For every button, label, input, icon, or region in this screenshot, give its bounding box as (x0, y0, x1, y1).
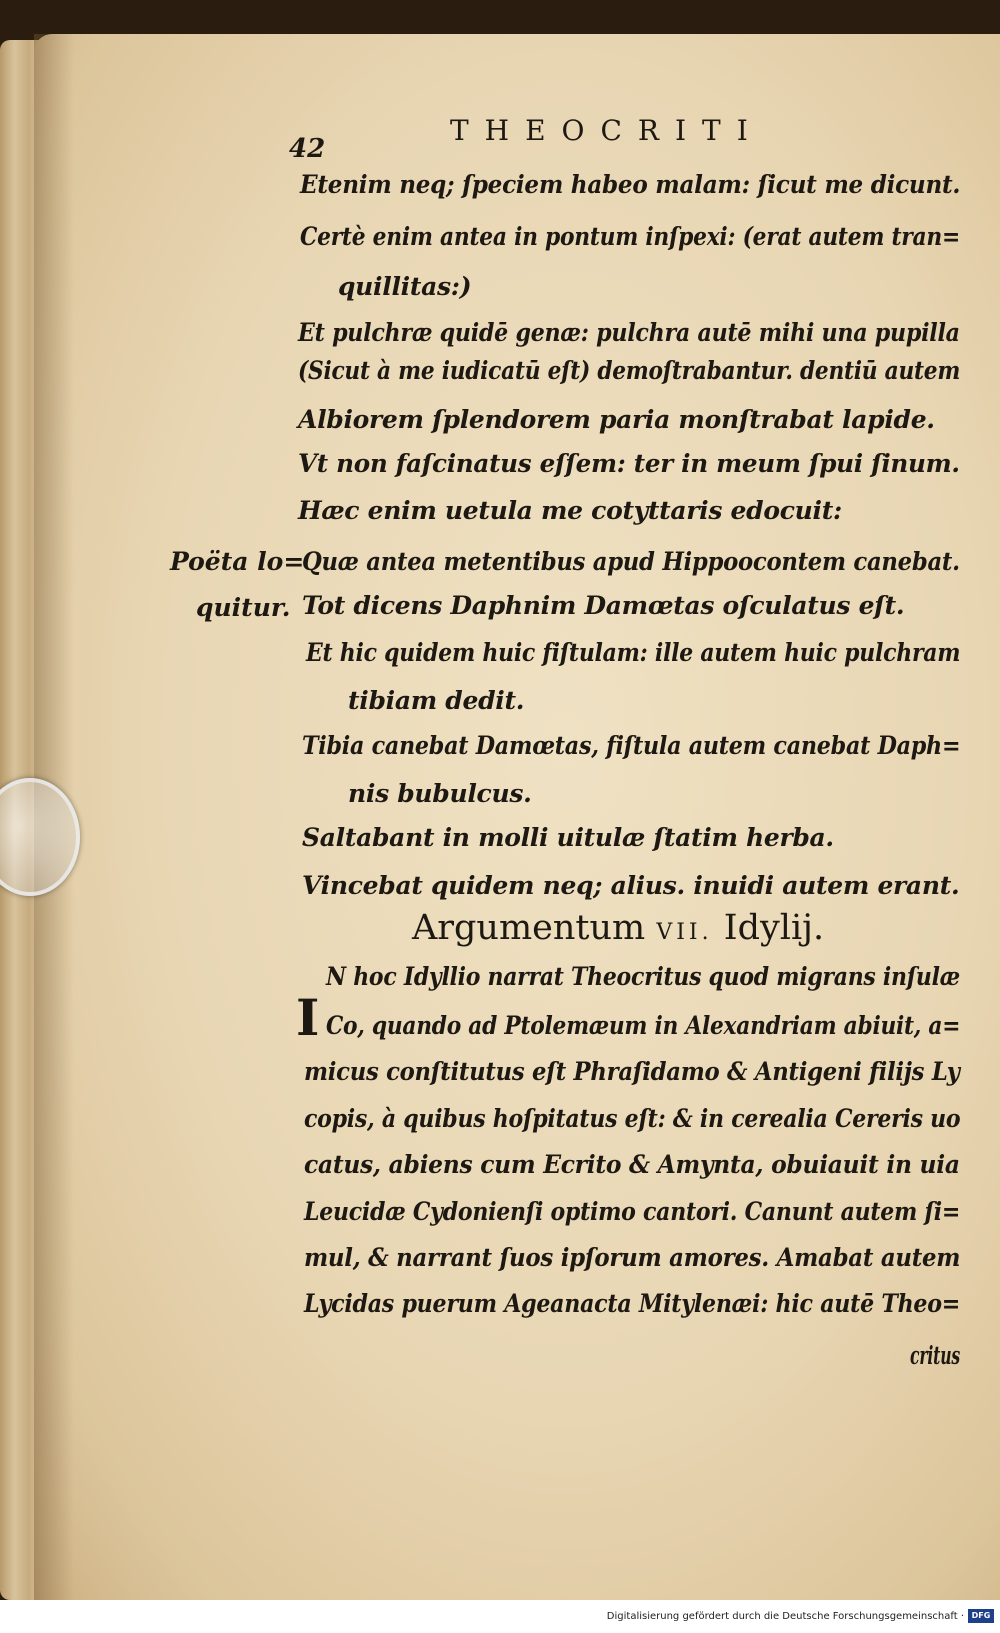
marginal-note-line: quitur. (196, 593, 291, 622)
argument-line: mul, & narrant ſuos ipſorum amores. Amabat autem (304, 1243, 961, 1272)
poem-line: Vincebat quidem neq; alius. inuidi autem erant. (302, 871, 960, 900)
argument-line: catus, abiens cum Ecrito & Amynta, obuiauit in uia (304, 1150, 960, 1179)
page-number: 42 (289, 134, 326, 164)
poem-line: Certè enim antea in pontum inſpexi: (erat autem tran= (300, 222, 960, 251)
poem-line: Tot dicens Daphnim Damœtas oſculatus eſt. (302, 591, 905, 620)
poem-line: (Sicut à me iudicatū eſt) demoſtrabantur. dentiū autem (298, 356, 961, 385)
poem-line: Tibia canebat Damœtas, fiſtula autem canebat Daph= (302, 731, 961, 760)
poem-line: Etenim neq; ſpeciem habeo malam: ſicut me dicunt. (300, 170, 961, 199)
catchword: critus (910, 1341, 961, 1370)
poem-line: Et pulchræ quidē genæ: pulchra autē mihi una pupilla (298, 318, 960, 347)
argument-line: Leucidæ Cydonienſi optimo cantori. Canunt autem ſi= (304, 1197, 961, 1226)
dfg-logo: DFG (968, 1609, 994, 1623)
poem-line: Et hic quidem huic fiſtulam: ille autem huic pulchram (306, 638, 961, 667)
argument-line: copis, à quibus hoſpitatus eſt: & in cerealia Cereris uo (304, 1104, 961, 1133)
drop-capital: I (296, 988, 320, 1047)
section-heading (412, 908, 824, 948)
digitization-footer (0, 1600, 1000, 1633)
footer-credit: Digitalisierung gefördert durch die Deutsche Forschungsgemeinschaft · (606, 1611, 964, 1622)
heading-tail: Idylij. (723, 908, 825, 948)
poem-line: quillitas:) (338, 272, 472, 301)
poem-line: nis bubulcus. (348, 779, 532, 808)
argument-line: micus conſtitutus eſt Phraſidamo & Antigeni filijs Ly (304, 1057, 960, 1086)
poem-line: Quæ antea metentibus apud Hippoocontem canebat. (302, 547, 960, 576)
page-paper (34, 34, 1000, 1600)
argument-line: Co, quando ad Ptolemæum in Alexandriam abiuit, a= (326, 1011, 961, 1040)
marginal-note-line: Poëta lo= (170, 547, 305, 576)
argument-line: N hoc Idyllio narrat Theocritus quod migrans inſulæ (326, 962, 960, 991)
heading-main: Argumentum (412, 908, 646, 948)
argument-line: Lycidas puerum Ageanacta Mitylenæi: hic autē Theo= (304, 1289, 961, 1318)
heading-numeral: VII. (656, 920, 713, 945)
poem-line: tibiam dedit. (348, 686, 525, 715)
poem-line: Hæc enim uetula me cotyttaris edocuit: (298, 496, 842, 525)
running-head: THEOCRITI (450, 114, 764, 147)
poem-line: Vt non faſcinatus eſſem: ter in meum ſpui ſinum. (298, 449, 960, 478)
poem-line: Saltabant in molli uitulæ ſtatim herba. (302, 823, 834, 852)
poem-line: Albiorem ſplendorem paria monſtrabat lapide. (298, 405, 935, 434)
